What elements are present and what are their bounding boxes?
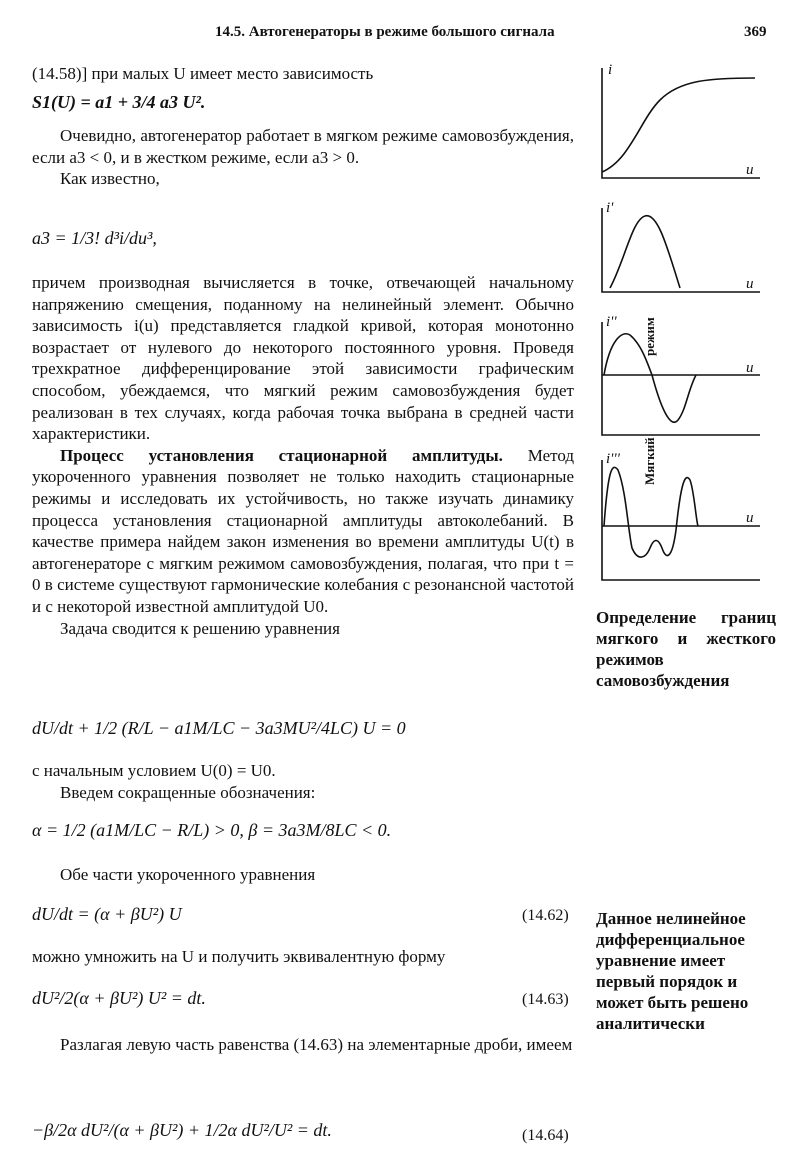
text-p4: Метод укороченного уравнения позволяет не только находить стационарные режимы и исследовать их устойчивость, но также изучать динамику процесса установления стационарной амплитуды автоколебаний. В качестве примера найдем закон изменения во времени амплитуды U(t) в автогенераторе с мягким режимом самовозбуждения, полагая, что при t = 0 в системе существуют гармонические колебания с резонансной частотой и с некоторой известной амплитудой U0. bbox=[32, 445, 575, 616]
equation-number-1462: (14.62) bbox=[522, 907, 569, 924]
running-title: 14.5. Автогенераторы в режиме большого сигнала bbox=[215, 24, 555, 40]
section-heading: Процесс установления стационарной амплитуды. bbox=[60, 445, 503, 465]
page-number: 369 bbox=[744, 24, 767, 40]
figure-derivative-plots bbox=[590, 60, 790, 590]
equation-1463: dU²/2(α + βU²) U² = dt. bbox=[32, 988, 206, 1008]
text-block-3 bbox=[32, 760, 574, 803]
text-p2: Как известно, bbox=[60, 169, 160, 189]
margin-note: Данное нелинейное дифференциальное уравнение имеет первый порядок и может быть решено аналитически bbox=[596, 909, 749, 1033]
rotated-label-mode: режим bbox=[642, 317, 657, 356]
label-i: i bbox=[608, 62, 613, 78]
text-p6: с начальным условием U(0) = U0. bbox=[32, 761, 276, 780]
equation-1464: −β/2α dU²/(α + βU²) + 1/2α dU²/U² = dt. bbox=[32, 1120, 332, 1140]
equation-s1: S1(U) = a1 + 3/4 a3 U². bbox=[32, 92, 206, 112]
equation-main: dU/dt + 1/2 (R/L − a1M/LC − 3a3MU²/4LC) U = 0 bbox=[32, 718, 406, 738]
text-p8: Обе части укороченного уравнения bbox=[60, 865, 316, 884]
rotated-label-soft: Мягкий bbox=[642, 437, 657, 485]
text-block-2 bbox=[32, 272, 574, 639]
text-p10: Разлагая левую часть равенства (14.63) на элементарные дроби, имеем bbox=[60, 1035, 573, 1054]
text-p5: Задача сводится к решению уравнения bbox=[60, 618, 340, 638]
axes-plot-4 bbox=[602, 460, 760, 580]
equation-number-1464: (14.64) bbox=[522, 1127, 569, 1144]
curve-i-prime bbox=[610, 216, 680, 288]
text-p1: Очевидно, автогенератор работает в мягком режиме самовозбуждения, если a3 < 0, и в жестком режиме, если a3 > 0. bbox=[32, 126, 574, 167]
text-p9: можно умножить на U и получить эквивалентную форму bbox=[32, 947, 446, 966]
curve-i bbox=[602, 78, 755, 172]
label-u-4: u bbox=[746, 510, 754, 526]
text-p3: причем производная вычисляется в точке, отвечающей начальному напряжению смещения, поданному на нелинейный элемент. Обычно зависимость i(u) представляется гладкой кривой, которая монотонно возрастает от нулевого до некоторого постоянного уровня. Проведя трехкратное дифференцирование этой зависимости графическим способом, убеждаемся, что мягкий режим самовозбуждения будет реализован в тех случаях, когда рабочая точка выбрана в средней части характеристики. bbox=[32, 273, 574, 444]
equation-number-1463: (14.63) bbox=[522, 991, 569, 1008]
equation-1462: dU/dt = (α + βU²) U bbox=[32, 904, 182, 924]
label-i-double-prime: i'' bbox=[606, 314, 617, 330]
label-u-3: u bbox=[746, 360, 754, 376]
equation-a3: a3 = 1/3! d³i/du³, bbox=[32, 228, 157, 248]
text-block-1 bbox=[32, 125, 574, 190]
label-u-1: u bbox=[746, 162, 754, 178]
text-p0: (14.58)] при малых U имеет место зависимость bbox=[32, 64, 374, 83]
label-u-2: u bbox=[746, 276, 754, 292]
label-i-prime: i' bbox=[606, 200, 614, 216]
text-p7: Введем сокращенные обозначения: bbox=[60, 782, 316, 802]
figure-caption: Определение границ мягкого и жесткого режимов самовозбуждения bbox=[596, 608, 776, 690]
axes-plot-3 bbox=[602, 322, 760, 435]
label-i-triple-prime: i''' bbox=[606, 451, 620, 467]
axes-plot-1 bbox=[602, 68, 760, 178]
equation-alpha-beta: α = 1/2 (a1M/LC − R/L) > 0, β = 3a3M/8LC < 0. bbox=[32, 820, 392, 840]
